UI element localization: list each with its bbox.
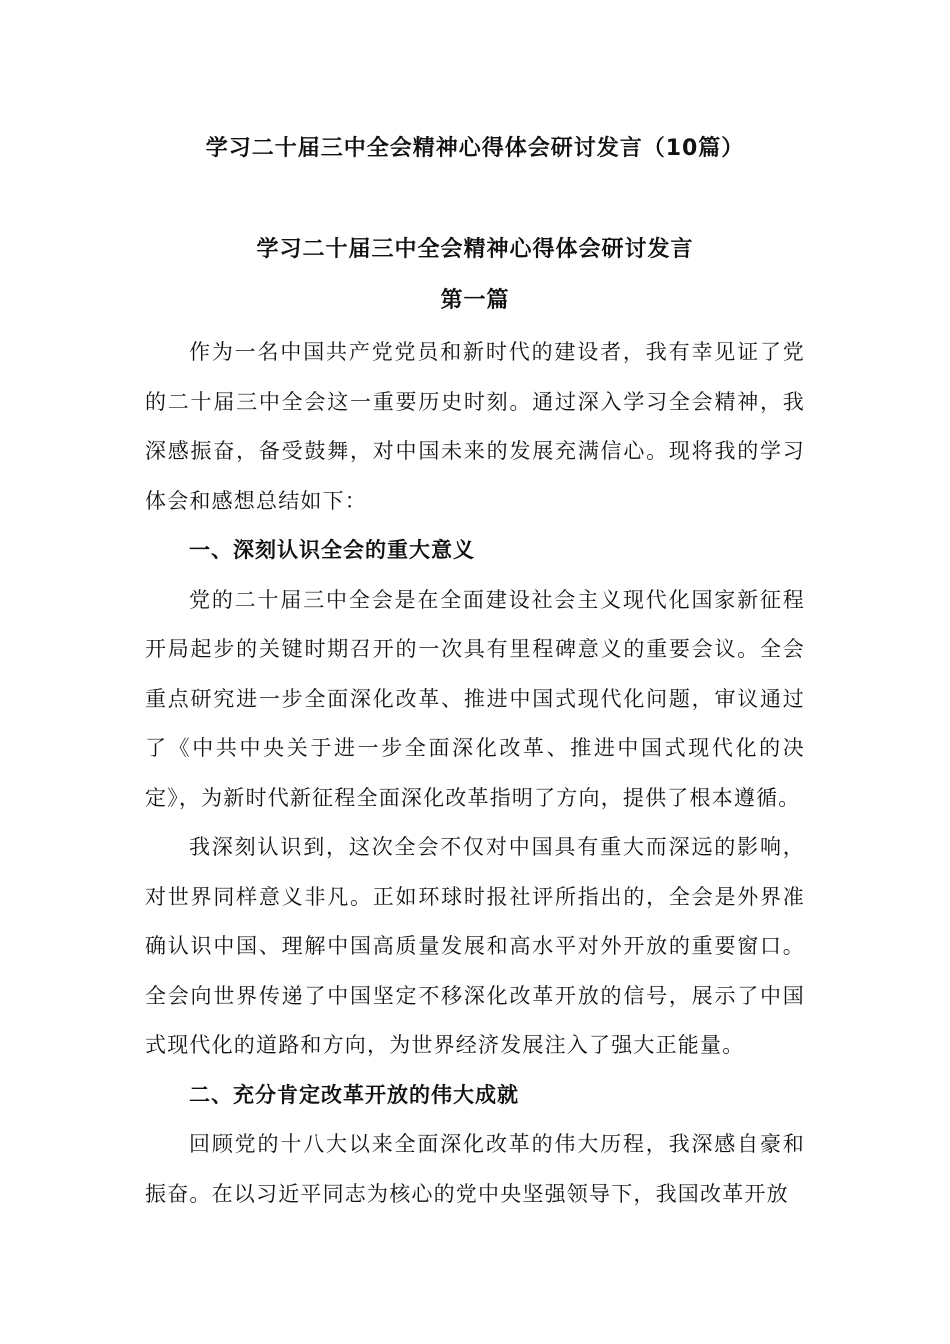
section-heading-2: 二、充分肯定改革开放的伟大成就: [189, 1082, 519, 1107]
section-heading-1: 一、深刻认识全会的重大意义: [189, 538, 475, 562]
paragraph-world-impact: 我深刻认识到，这次全会不仅对中国具有重大而深远的影响，对世界同样意义非凡。正如环球时报社评所指出的，全会是外界准确认识中国、理解中国高质量发展和高水平对外开放的重要窗口。全会向世界传递了中国坚定不移深化改革开放的信号，展示了中国式现代化的道路和方向，为世界经济发展注入了强大正能量。: [145, 835, 805, 1057]
paragraph-intro: 作为一名中国共产党党员和新时代的建设者，我有幸见证了党的二十届三中全会这一重要历史时刻。通过深入学习全会精神，我深感振奋，备受鼓舞，对中国未来的发展充满信心。现将我的学习体会和感想总结如下：: [145, 340, 805, 513]
paragraph-achievements: 回顾党的十八大以来全面深化改革的伟大历程，我深感自豪和振奋。在以习近平同志为核心的党中央坚强领导下，我国改革开放: [145, 1132, 805, 1206]
article-title: 学习二十届三中全会精神心得体会研讨发言: [256, 237, 694, 262]
article-body: [145, 328, 805, 1219]
paragraph-significance: 党的二十届三中全会是在全面建设社会主义现代化国家新征程开局起步的关键时期召开的一次具有里程碑意义的重要会议。全会重点研究进一步全面深化改革、推进中国式现代化问题，审议通过了《中共中央关于进一步全面深化改革、推进中国式现代化的决定》，为新时代新征程全面深化改革指明了方向，提供了根本遵循。: [145, 587, 805, 810]
document-title: 学习二十届三中全会精神心得体会研讨发言（10篇）: [205, 136, 745, 161]
article-subtitle: 第一篇: [440, 288, 510, 313]
